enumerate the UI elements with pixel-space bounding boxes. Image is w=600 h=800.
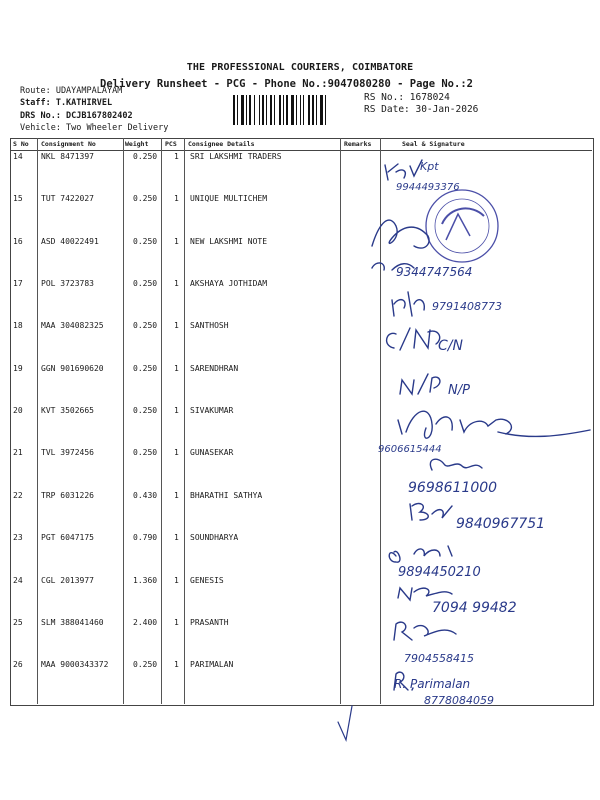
cell-consignment: SLM 388041460 (41, 617, 104, 627)
cell-pcs: 1 (174, 363, 179, 373)
cell-sno: 20 (13, 406, 23, 416)
cell-pcs: 1 (174, 575, 179, 585)
col-header-weight: Weight (125, 140, 149, 148)
cell-weight: 0.250 (133, 194, 158, 204)
col-header-consignee: Consignee Details (188, 140, 255, 148)
table-row (10, 448, 592, 490)
cell-sno: 24 (13, 575, 23, 585)
table-row (10, 618, 592, 660)
table-row (10, 660, 592, 702)
cell-weight: 0.430 (133, 490, 158, 500)
cell-pcs: 1 (174, 533, 179, 543)
cell-consignment: PGT 6047175 (41, 533, 94, 543)
handwriting-r26-phone: 8778084059 (424, 694, 494, 707)
cell-consignment: TUT 7422027 (41, 194, 94, 204)
cell-sno: 22 (13, 490, 23, 500)
handwriting-r23-phone: 9894450210 (398, 565, 481, 580)
cell-sno: 25 (13, 617, 23, 627)
col-header-remarks: Remarks (344, 140, 372, 148)
cell-consignee: BHARATHI SATHYA (190, 490, 263, 500)
cell-weight: 0.250 (133, 448, 158, 458)
table-row (10, 576, 592, 618)
cell-consignee: AKSHAYA JOTHIDAM (190, 279, 268, 289)
table-row (10, 194, 592, 236)
col-header-sno: S No (13, 140, 29, 148)
cell-consignment: POL 3723783 (41, 279, 94, 289)
cell-consignment: NKL 8471397 (41, 152, 94, 161)
handwriting-r19-note: N/P (448, 383, 470, 398)
company-title: THE PROFESSIONAL COURIERS, COIMBATORE (186, 62, 414, 73)
cell-weight: 0.250 (133, 406, 158, 416)
cell-sno: 18 (13, 321, 23, 331)
cell-consignee: SARENDHRAN (190, 363, 239, 373)
cell-pcs: 1 (174, 660, 179, 670)
table-row (10, 491, 592, 533)
cell-pcs: 1 (174, 194, 179, 204)
rs-date: RS Date: 30-Jan-2026 (364, 104, 479, 115)
cell-weight: 0.250 (133, 363, 158, 373)
cell-pcs: 1 (174, 490, 179, 500)
table-row (10, 237, 592, 279)
handwriting-r22-phone: 9840967751 (456, 516, 546, 532)
handwriting-r24-phone: 7094 99482 (432, 600, 517, 616)
table-row (10, 152, 592, 194)
cell-sno: 21 (13, 448, 23, 458)
rs-number: RS No.: 1678024 (364, 92, 450, 103)
cell-consignee: GUNASEKAR (190, 448, 234, 458)
staff-label: Staff: T.KATHIRVEL (20, 98, 113, 108)
delivery-table (10, 138, 594, 706)
table-row (10, 533, 592, 575)
handwriting-r14-phone: 9944493376 (396, 182, 460, 193)
header-divider (10, 150, 592, 151)
vehicle-label: Vehicle: Two Wheeler Delivery (20, 123, 169, 133)
handwriting-r14-name: Kpt (420, 160, 439, 173)
cell-consignee: SIVAKUMAR (190, 406, 234, 416)
handwriting-r16-phone: 9344747564 (396, 265, 473, 279)
handwriting-r18-note: C/N (438, 338, 463, 354)
cell-consignment: TRP 6031226 (41, 490, 94, 500)
cell-pcs: 1 (174, 448, 179, 458)
cell-sno: 17 (13, 279, 23, 289)
handwriting-r25-phone: 7904558415 (404, 652, 474, 665)
handwriting-r20-phone: 9606615444 (378, 444, 442, 455)
cell-consignee: SANTHOSH (190, 321, 229, 331)
cell-weight: 0.250 (133, 660, 158, 670)
runsheet-subtitle: Delivery Runsheet - PCG - Phone No.:9047080280 - Page No.:2 (100, 78, 473, 90)
cell-consignment: ASD 40022491 (41, 236, 99, 246)
cell-pcs: 1 (174, 236, 179, 246)
cell-weight: 0.250 (133, 321, 158, 331)
table-row (10, 321, 592, 363)
cell-pcs: 1 (174, 406, 179, 416)
cell-consignee: PARIMALAN (190, 660, 234, 670)
table-row (10, 279, 592, 321)
drs-number: DRS No.: DCJB167802402 (20, 111, 133, 121)
cell-sno: 26 (13, 660, 23, 670)
handwriting-r17-phone: 9791408773 (432, 300, 502, 313)
cell-sno: 15 (13, 194, 23, 204)
cell-sno: 19 (13, 363, 23, 373)
cell-weight: 1.360 (133, 575, 158, 585)
cell-weight: 0.790 (133, 533, 158, 543)
cell-sno: 16 (13, 236, 23, 246)
cell-consignee: GENESIS (190, 575, 224, 585)
table-row (10, 406, 592, 448)
cell-consignee: SOUNDHARYA (190, 533, 239, 543)
handwriting-r21-phone: 9698611000 (408, 480, 498, 496)
cell-consignee: UNIQUE MULTICHEM (190, 194, 268, 204)
handwriting-r26-name: R. Parimalan (394, 677, 471, 691)
col-header-consignment: Consignment No (41, 140, 96, 148)
cell-pcs: 1 (174, 617, 179, 627)
route-label: Route: UDAYAMPALAYAM (20, 86, 123, 96)
cell-sno: 14 (13, 152, 23, 161)
col-header-seal: Seal & Signature (402, 140, 465, 148)
check-mark (338, 706, 352, 740)
cell-pcs: 1 (174, 279, 179, 289)
col-header-pcs: PCS (165, 140, 177, 148)
cell-sno: 23 (13, 533, 23, 543)
cell-consignment: GGN 901690620 (41, 363, 104, 373)
cell-weight: 0.250 (133, 279, 158, 289)
cell-consignment: MAA 304082325 (41, 321, 104, 331)
table-row (10, 364, 592, 406)
cell-consignee: NEW LAKSHMI NOTE (190, 236, 268, 246)
cell-consignment: CGL 2013977 (41, 575, 94, 585)
cell-consignee: PRASANTH (190, 617, 229, 627)
cell-pcs: 1 (174, 321, 179, 331)
cell-consignment: KVT 3502665 (41, 406, 94, 416)
cell-weight: 2.400 (133, 617, 158, 627)
cell-consignment: MAA 9000343372 (41, 660, 109, 670)
cell-weight: 0.250 (133, 152, 158, 161)
cell-consignee: SRI LAKSHMI TRADERS (190, 152, 282, 161)
cell-consignment: TVL 3972456 (41, 448, 94, 458)
cell-pcs: 1 (174, 152, 179, 161)
barcode-image (232, 95, 360, 125)
cell-weight: 0.250 (133, 236, 158, 246)
